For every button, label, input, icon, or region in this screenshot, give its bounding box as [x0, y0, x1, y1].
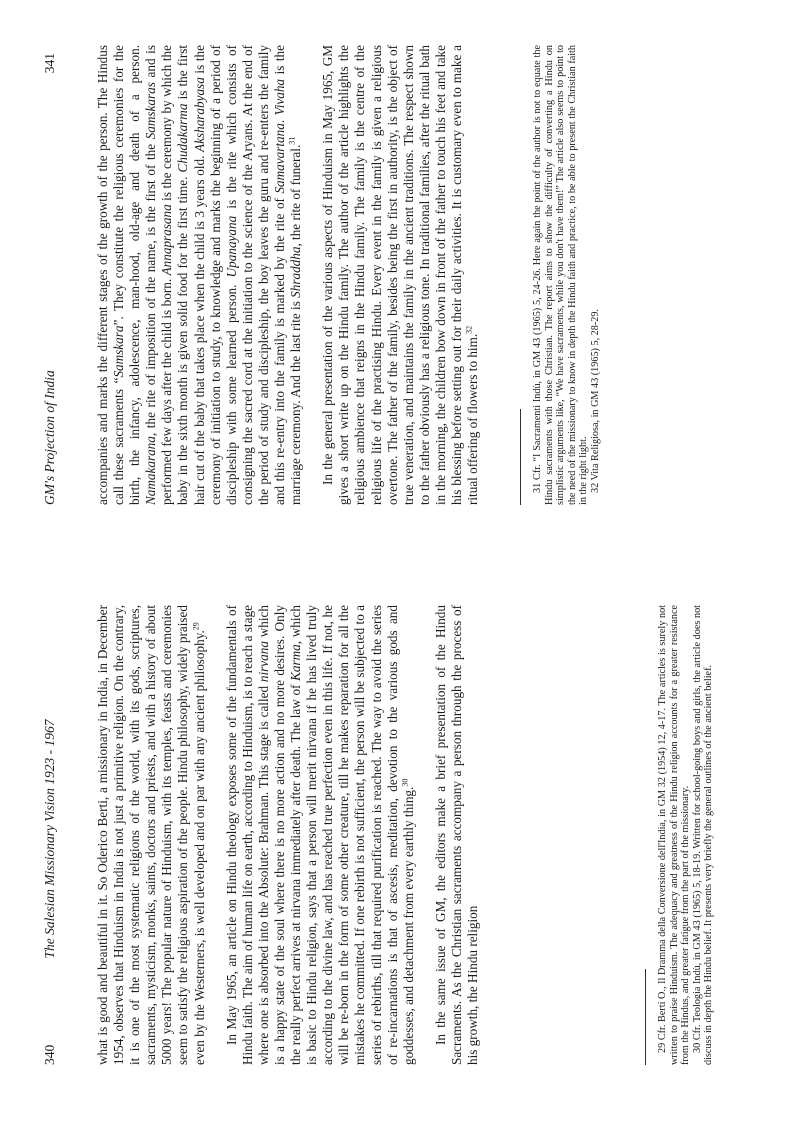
- footnote-30: 30 Cfr. Teologia Indù, in GM 43 (1965) 5, 18-19. Written for school-going boys and girls, the article does not discuss in depth the Hindu belief. It presents very briefly the general outlines of the ancient belief.: [691, 605, 715, 1065]
- left-paragraph-2: In May 1965, an article on Hindu theology exposes some of the fundamentals of Hindu faith. The aim of human life on earth, according to Hinduism, is to reach a stage where one is absorbed into the Absolute: Brahman. This stage is called nirvana which is a happy state of the soul where there is no more action and no more desires. Only the really perfect arrives at nirvana immediately after death. The law of Karma, which is basic to Hindu religion, says that a person will merit nirvana if he has lived truly according to the divine law, and has reached true perfection even in this life. If not, he will be re-born in the form of some other creature, till he makes reparation for all the mistakes he committed. If one rebirth is not sufficient, the person will be subjected to a series of rebirths, till that required purification is reached. The way to avoid the series of re-incarnations is that of ascesis, meditation, devotion to the various gods and goddesses, and detachment from every earthly thing.$^{30}$: [223, 605, 416, 1065]
- right-page: [0, 23, 793, 563]
- left-page-number: 340: [42, 1044, 57, 1065]
- right-running-head: GM's Projection of India: [42, 370, 57, 505]
- footnote-ref-32: 32: [464, 325, 474, 334]
- left-paragraph-3: In the same issue of GM, the editors make a brief presentation of the Hindu Sacraments. As the Christian sacraments accompany a person through the process of his growth, the Hindu religion: [432, 605, 480, 1065]
- right-page-number: 341: [42, 53, 57, 74]
- footnote-ref-31: 31: [287, 136, 297, 145]
- left-running-head: The Salesian Missionary Vision 1923 - 1967: [42, 719, 57, 959]
- right-paragraph-2: In the general presentation of the various aspects of Hinduism in May 1965, GM gives a short write up on the Hindu family. The author of the article highlights the religious ambience that reigns in the Hindu family. The family is the centre of the religious life of the practising Hindu. Every event in the family is given a religious overtone. The father of the family, besides being the first in authority, is the object of true veneration, and maintains the family in the ancient traditions. The respect shown to the father obviously has a religious tone. In traditional families, after the ritual bath in the morning, the children bow down in front of the father to touch his feet and take his blessing before setting out for their daily activities. It is customary even to make a ritual offering of flowers to him.$^{32}$: [320, 45, 481, 505]
- footnote-rule: [645, 969, 646, 1065]
- footnote-29: 29 Cfr. Berti O., Il Dramma della Conversione dell'India, in GM 32 (1954) 12, 4-17. The articles is surely not written to praise Hinduism. The adequacy and greatness of the Hindu religion accounts for a greater resistance from the Hindus, and greater fatigue from the part of the missionary.: [657, 605, 692, 1065]
- left-page-body: [95, 605, 481, 1065]
- right-footnotes: [532, 45, 602, 505]
- footnote-32: 32 Vita Religiosa, in GM 43 (1965) 5, 28-29.: [589, 309, 601, 493]
- footnote-31: 31 Cfr. “I Sacramenti Indù, in GM 43 (1965) 5, 24-26. Here again the point of the author is not to equate the Hindu sacraments with those Christian. The report aims to show the difficulty of converting a Hindu on simplistic arguments like, “We have sacraments, while you don't have them!” The article also seems to point to the need of the missionary to know in depth the Hindu faith and practice, to be able to present the Christian faith in the right light.: [532, 45, 590, 505]
- right-paragraph-1: accompanies and marks the different stages of the growth of the person. The Hindus call these sacraments “Samskara”. They constitute the religious ceremonies for the birth, the infancy, adolescence, man-hood, old-age and death of a person. Namakarana, the rite of imposition of the name, is the first of the Samskaras and is performed few days after the child is born. Annaprasana is the ceremony by which the baby in the sixth month is given solid food for the first time. Chudakarma is the first hair cut of the baby that takes place when the child is 3 years old. Aksharabyasa is the ceremony of initiation to study, to knowledge and marks the beginning of a period of discipleship with some learned person. Upanayana is the rite which consists of consigning the sacred cord at the initiation to the science of the Aryans. At the end of the period of study and discipleship, the boy leaves the guru and re-enters the family and this re-entry into the family is marked by the rite of Samavartana. Vivaha is the marriage ceremony. And the last rite is Shraddha, the rite of funeral.$^{31}$: [95, 44, 304, 505]
- left-footnotes: [657, 605, 715, 1065]
- footnote-ref-30: 30: [400, 778, 410, 787]
- right-page-body: [95, 45, 481, 505]
- footnote-rule-right: [520, 409, 521, 505]
- left-page-header: [42, 613, 62, 1065]
- left-paragraph-1: what is good and beautiful in it. So Oderico Berti, a missionary in India, in December 1954, observes that Hinduism in India is not just a primitive religion. On the contrary, it is one of the most systematic religions of the world, with its gods, scriptures, sacraments, mysticism, monks, saints, doctors and priests, and with a history of about 5000 years! The popular nature of Hinduism, with its temples, feasts and ceremonies seem to satisfy the religious aspiration of the people. Hindu philosophy, widely praised even by the Westerners, is well developed and on par with any ancient philosophy.$^{29}$: [95, 605, 207, 1065]
- footnote-ref-29: 29: [191, 622, 201, 631]
- right-page-header: [42, 53, 62, 505]
- left-page: [0, 583, 793, 1123]
